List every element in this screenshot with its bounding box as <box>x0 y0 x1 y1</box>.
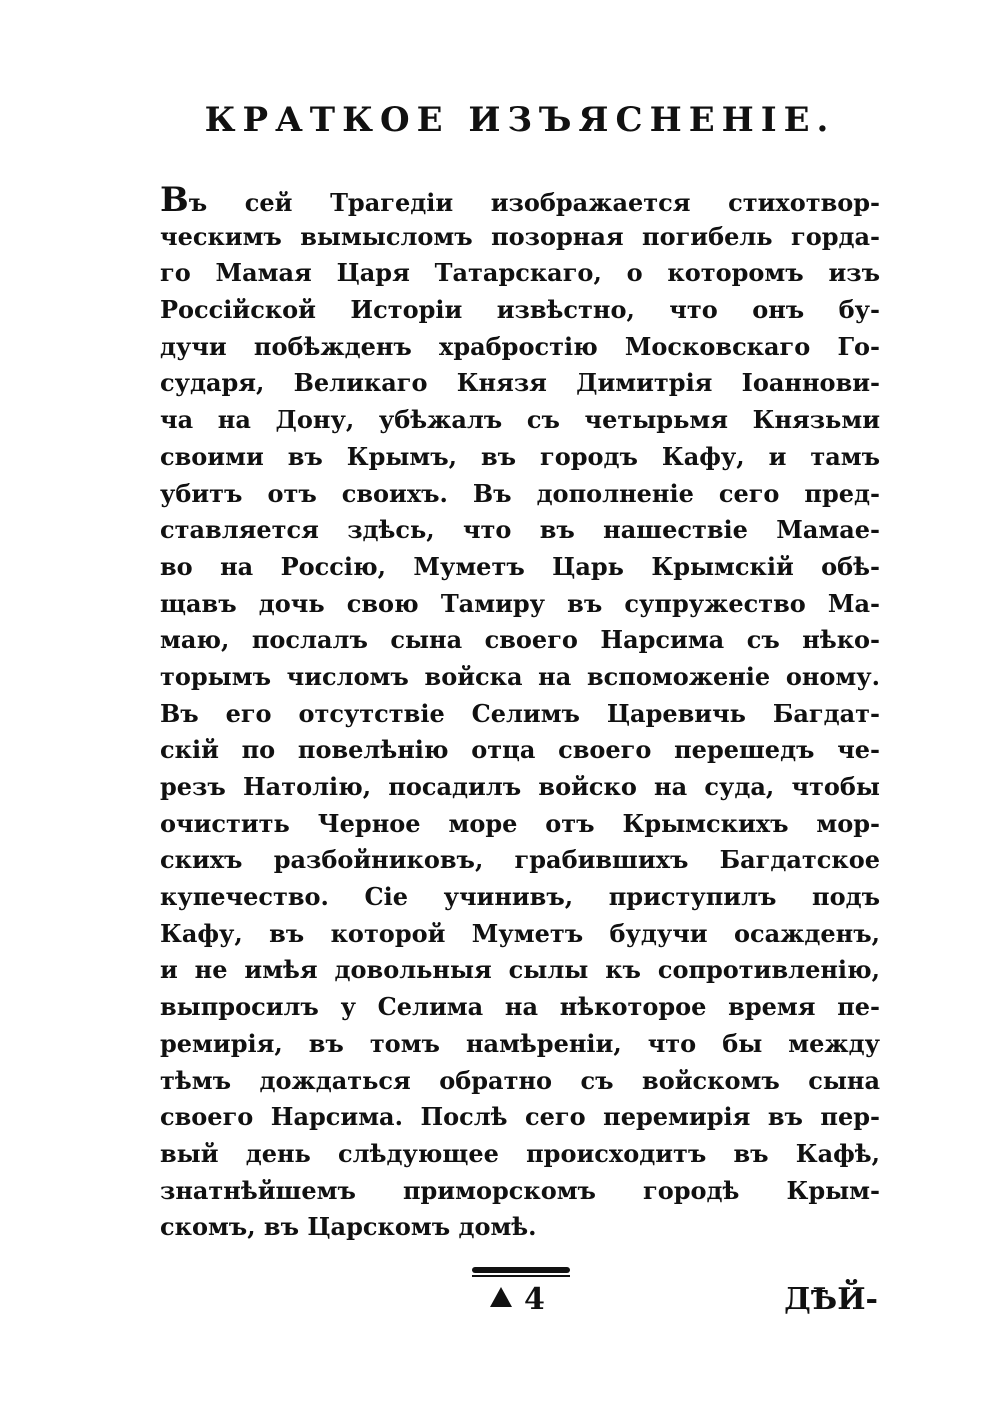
text-line: и не имѣя довольныя сылы къ сопротивленію, <box>160 955 880 985</box>
text-line: вый день слѣдующее происходитъ въ Кафѣ, <box>160 1138 880 1168</box>
text-line: во на Россію, Муметъ Царь Крымскій обѣ- <box>160 551 880 581</box>
text-line: сударя, Великаго Князя Димитрія Іоаннови- <box>160 368 880 398</box>
text-line: очистить Черное море отъ Крымскихъ мор- <box>160 808 880 838</box>
text-line: го Мамая Царя Татарскаго, о которомъ изъ <box>160 258 880 288</box>
signature-mark <box>490 1282 545 1322</box>
text-line: тѣмъ дождаться обратно съ войскомъ сына <box>160 1065 880 1095</box>
text-line: щавъ дочь свою Тамиру въ супружество Ма- <box>160 588 880 618</box>
ornamental-rule <box>472 1267 570 1277</box>
text-line: Кафу, въ которой Муметъ будучи осажденъ, <box>160 918 880 948</box>
text-line: знатнѣйшемъ приморскомъ городѣ Крым- <box>160 1175 880 1205</box>
text-line: Въ его отсутствіе Селимъ Царевичь Багдат- <box>160 698 880 728</box>
text-line: дучи побѣжденъ храбростію Московскаго Го- <box>160 331 880 361</box>
text-line: выпросилъ у Селима на нѣкоторое время пе- <box>160 992 880 1022</box>
text-line: Россійской Исторіи извѣстно, что онъ бу- <box>160 295 880 325</box>
text-line: скій по повелѣнію отца своего перешедъ че- <box>160 735 880 765</box>
text-line: скихъ разбойниковъ, грабившихъ Багдатское <box>160 845 880 875</box>
text-line: торымъ числомъ войска на вспоможеніе оному. <box>160 661 880 691</box>
text-line: ставляется здѣсь, что въ нашествіе Мамае- <box>160 515 880 545</box>
text-line: купечество. Сіе учинивъ, приступилъ подъ <box>160 882 880 912</box>
rule-bar-thin <box>472 1275 570 1277</box>
text-line: ча на Дону, убѣжалъ съ четырьмя Князьми <box>160 405 880 435</box>
text-line: ческимъ вымысломъ позорная погибель горда- <box>160 221 880 251</box>
rule-bar-thick <box>472 1267 570 1273</box>
text-line: своего Нарсима. Послѣ сего перемирія въ пер- <box>160 1102 880 1132</box>
text-line: маю, послалъ сына своего Нарсима съ нѣко- <box>160 625 880 655</box>
catchword: ДѢЙ- <box>784 1282 878 1317</box>
text-line: скомъ, въ Царскомъ домѣ. <box>160 1212 537 1242</box>
signature-number: 4 <box>524 1282 545 1317</box>
text-line: Въ сей Трагедіи изображается стихотвор- <box>160 182 880 219</box>
text-line: ремирія, въ томъ намѣреніи, что бы между <box>160 1028 880 1058</box>
triangle-icon <box>490 1287 512 1307</box>
text-line: резъ Натолію, посадилъ войско на суда, чтобы <box>160 772 880 801</box>
text-line: своими въ Крымъ, въ городъ Кафу, и тамъ <box>160 441 880 471</box>
page-title: КРАТКОЕ ИЗЪЯСНЕНІЕ. <box>204 100 836 140</box>
body-text <box>160 182 880 1246</box>
text-line: убитъ отъ своихъ. Въ дополненіе сего пред- <box>160 478 880 508</box>
